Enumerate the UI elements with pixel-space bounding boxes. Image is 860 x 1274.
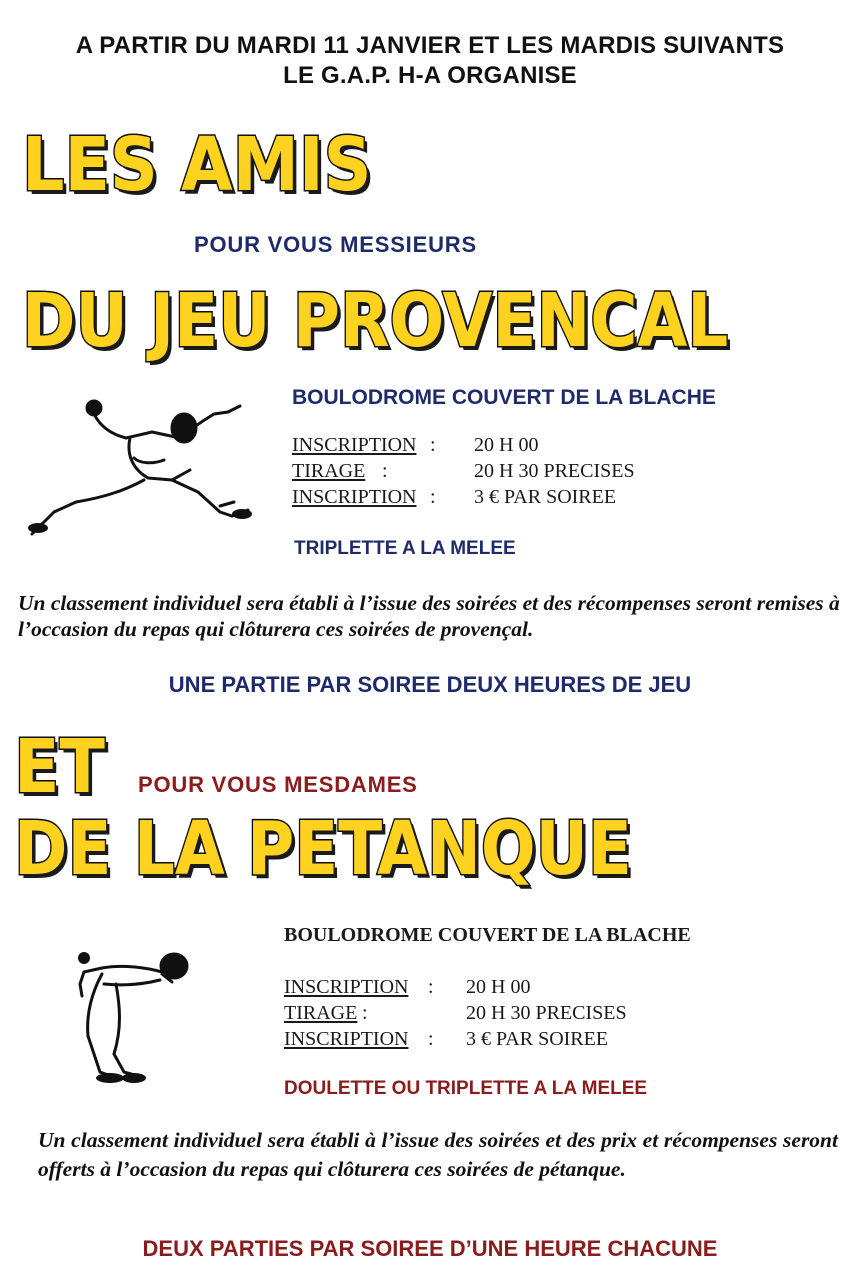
provencal-description: Un classement individuel sera établi à l’issue des soirées et des récompenses seront remises à l’occasion du repas qui clôturera ces soirées de provençal. [18, 591, 840, 641]
title-et: ET [14, 724, 105, 810]
schedule-colon: : [428, 976, 434, 998]
title-petanque: DE LA PETANQUE [14, 806, 632, 892]
title-jeu-provencal: DU JEU PROVENCAL [22, 278, 729, 364]
schedule-label: INSCRIPTION [284, 1028, 409, 1050]
petanque-schedule-row [284, 976, 684, 1002]
provencal-venue: BOULODROME COUVERT DE LA BLACHE [292, 386, 716, 409]
schedule-label: TIRAGE [284, 1002, 358, 1024]
subtitle-mesdames: POUR VOUS MESDAMES [138, 772, 418, 797]
schedule-label: INSCRIPTION [292, 434, 417, 456]
schedule-value: 20 H 00 [474, 434, 539, 456]
jumping-boules-player-icon [22, 398, 262, 548]
subtitle-messieurs: POUR VOUS MESSIEURS [194, 232, 477, 257]
schedule-label: INSCRIPTION [292, 486, 417, 508]
petanque-description: Un classement individuel sera établi à l’issue des soirées et des prix et récompenses seront offerts à l’occasion du repas qui clôturera ces soirées de pétanque. [38, 1128, 838, 1181]
schedule-colon: : [362, 1002, 368, 1024]
petanque-venue: BOULODROME COUVERT DE LA BLACHE [284, 924, 691, 946]
petanque-schedule-row [284, 1028, 684, 1054]
schedule-value: 3 € PAR SOIREE [466, 1028, 609, 1050]
provencal-games: UNE PARTIE PAR SOIREE DEUX HEURES DE JEU [168, 672, 692, 697]
schedule-label: TIRAGE [292, 460, 366, 482]
provencal-format: TRIPLETTE A LA MELEE [294, 538, 516, 559]
schedule-colon: : [430, 434, 436, 456]
title-les-amis: LES AMIS [22, 122, 372, 208]
crouching-petanque-player-icon [62, 944, 202, 1089]
header-line-1: A PARTIR DU MARDI 11 JANVIER ET LES MARDIS SUIVANTS [75, 32, 785, 59]
provencal-schedule-row [292, 434, 692, 460]
schedule-value: 3 € PAR SOIREE [474, 486, 617, 508]
schedule-colon: : [430, 486, 436, 508]
petanque-schedule-row [284, 1002, 684, 1028]
provencal-schedule-row [292, 460, 692, 486]
schedule-colon: : [382, 460, 388, 482]
petanque-games: DEUX PARTIES PAR SOIREE D’UNE HEURE CHACUNE [142, 1236, 718, 1261]
schedule-label: INSCRIPTION [284, 976, 409, 998]
schedule-value: 20 H 30 PRECISES [466, 1002, 627, 1024]
petanque-format: DOULETTE OU TRIPLETTE A LA MELEE [284, 1078, 648, 1099]
header-line-2: LE G.A.P. H-A ORGANISE [283, 62, 577, 89]
schedule-value: 20 H 00 [466, 976, 531, 998]
provencal-schedule-row [292, 486, 692, 512]
schedule-colon: : [428, 1028, 434, 1050]
schedule-value: 20 H 30 PRECISES [474, 460, 635, 482]
